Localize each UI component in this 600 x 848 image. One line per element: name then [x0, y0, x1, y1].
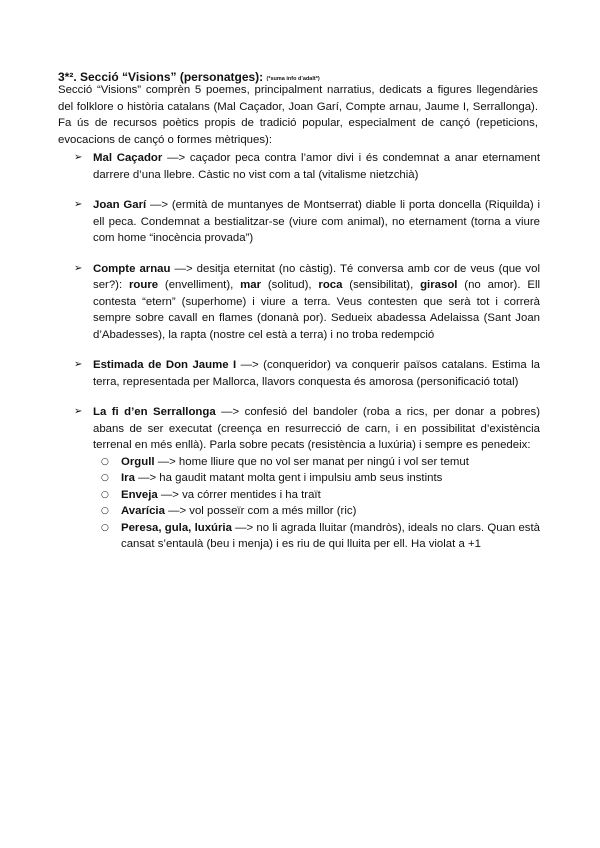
list-item — [101, 487, 540, 504]
sin-text: —> home lliure que no vol ser manat per ningú i vol ser temut — [154, 455, 469, 468]
item-text: (solitud), — [261, 279, 319, 291]
sin-text: —> no li agrada lluitar (mandròs), ideals no clars. Quan està cansat s’entaulà (beu i menja) i es riu de qui lluita per ell. Ha violat a +1 — [121, 521, 540, 550]
poem-list — [58, 150, 540, 567]
sin-title: Ira — [121, 472, 135, 484]
sin-text: —> va córrer mentides i ha traït — [157, 488, 321, 501]
arrow-bullet-icon: ➢ — [74, 152, 83, 163]
item-text: —> caçador peca contra l’amor divi i és condemnat a anar eternament darrere d’una llebre. Càstic no vist com a tal (vitalisme nietzchià) — [93, 152, 541, 181]
circle-bullet-icon: ○ — [101, 456, 109, 467]
list-item — [101, 520, 540, 553]
circle-bullet-icon: ○ — [101, 473, 109, 483]
list-item — [58, 150, 540, 183]
item-text: (sensibilitat), — [342, 279, 421, 291]
item-text: —> confesió del bandoler (roba a rics, per donar a pobres) abans de ser executat (creença en resurrecció de carn, i en possibilitat d’existència terrenal en més enllà). Parla sobre pecats (resistència a luxúria) i sempre es penedeix: — [93, 406, 540, 451]
keyword-roca: roca — [318, 279, 343, 291]
item-title: Estimada de Don Jaume I — [93, 359, 237, 371]
sin-title: Orgull — [121, 455, 155, 468]
item-text: (no amor). Ell contesta “etern” (superhome) i viure a terra. Veus contesten que serà tot i correrà sempre sobre cavall en flames (donanà por). Sedueix abadessa Adelaissa (Sant Joan d’Abadesses), la rapta (nostre cel està a terra) i no troba redempció — [93, 279, 541, 341]
arrow-bullet-icon: ➢ — [74, 359, 83, 370]
list-item — [58, 404, 540, 553]
list-item — [58, 357, 540, 390]
heading-note: (*suma info d’adalt*) — [266, 76, 320, 82]
sin-title: Enveja — [121, 488, 158, 501]
keyword-girasol: girasol — [420, 279, 458, 291]
sin-text: —> ha gaudit matant molta gent i impulsiu amb seus instints — [134, 472, 443, 484]
list-item — [58, 197, 540, 247]
keyword-roure: roure — [128, 279, 159, 291]
intro-paragraph: Secció “Visions” comprèn 5 poemes, principalment narratius, dedicats a figures llegendàries del folklore o història catalans (Mal Caçador, Joan Garí, Compte arnau, Jaume I, Serrallonga). Fa ús de recursos poètics propis de tradició popular, especialment de cançó (repeticions, evocacions de cançó o formes mètriques): — [58, 84, 538, 146]
item-title: La fi d’en Serrallonga — [93, 406, 216, 418]
circle-bullet-icon: ○ — [101, 489, 109, 500]
circle-bullet-icon: ○ — [101, 522, 109, 533]
heading-text: 3*². Secció “Visions” (personatges): — [58, 70, 264, 84]
circle-bullet-icon: ○ — [101, 506, 109, 516]
arrow-bullet-icon: ➢ — [74, 406, 83, 417]
sin-text: —> vol posseïr com a més millor (ric) — [164, 505, 357, 517]
arrow-bullet-icon: ➢ — [74, 199, 83, 210]
item-title: Compte arnau — [93, 262, 171, 275]
item-text: —> (ermità de muntanyes de Montserrat) diable li porta doncella (Riquilda) i ell peca. Condemnat a bestialitzar-se (viure com animal), no eternament (torna a viure com home “inocència provada”) — [93, 199, 540, 244]
item-text: —> (conqueridor) va conquerir països catalans. Estima la terra, representada per Mallorca, llavors conquesta és amorosa (personificació total) — [93, 359, 541, 388]
item-text: —> desitja eternitat (no càstig). Té conversa amb cor de veus (que vol ser?): — [93, 262, 540, 291]
sins-list — [93, 454, 540, 553]
sin-title: Peresa, gula, luxúria — [121, 521, 232, 534]
item-title: Mal Caçador — [93, 152, 163, 164]
item-title: Joan Garí — [93, 199, 147, 211]
list-item — [58, 261, 540, 344]
list-item — [101, 454, 540, 471]
arrow-bullet-icon: ➢ — [74, 262, 83, 274]
sin-title: Avarícia — [121, 505, 165, 517]
list-item — [101, 470, 540, 487]
item-text: (envelliment), — [158, 279, 241, 291]
keyword-mar: mar — [240, 279, 262, 291]
list-item — [101, 503, 540, 520]
